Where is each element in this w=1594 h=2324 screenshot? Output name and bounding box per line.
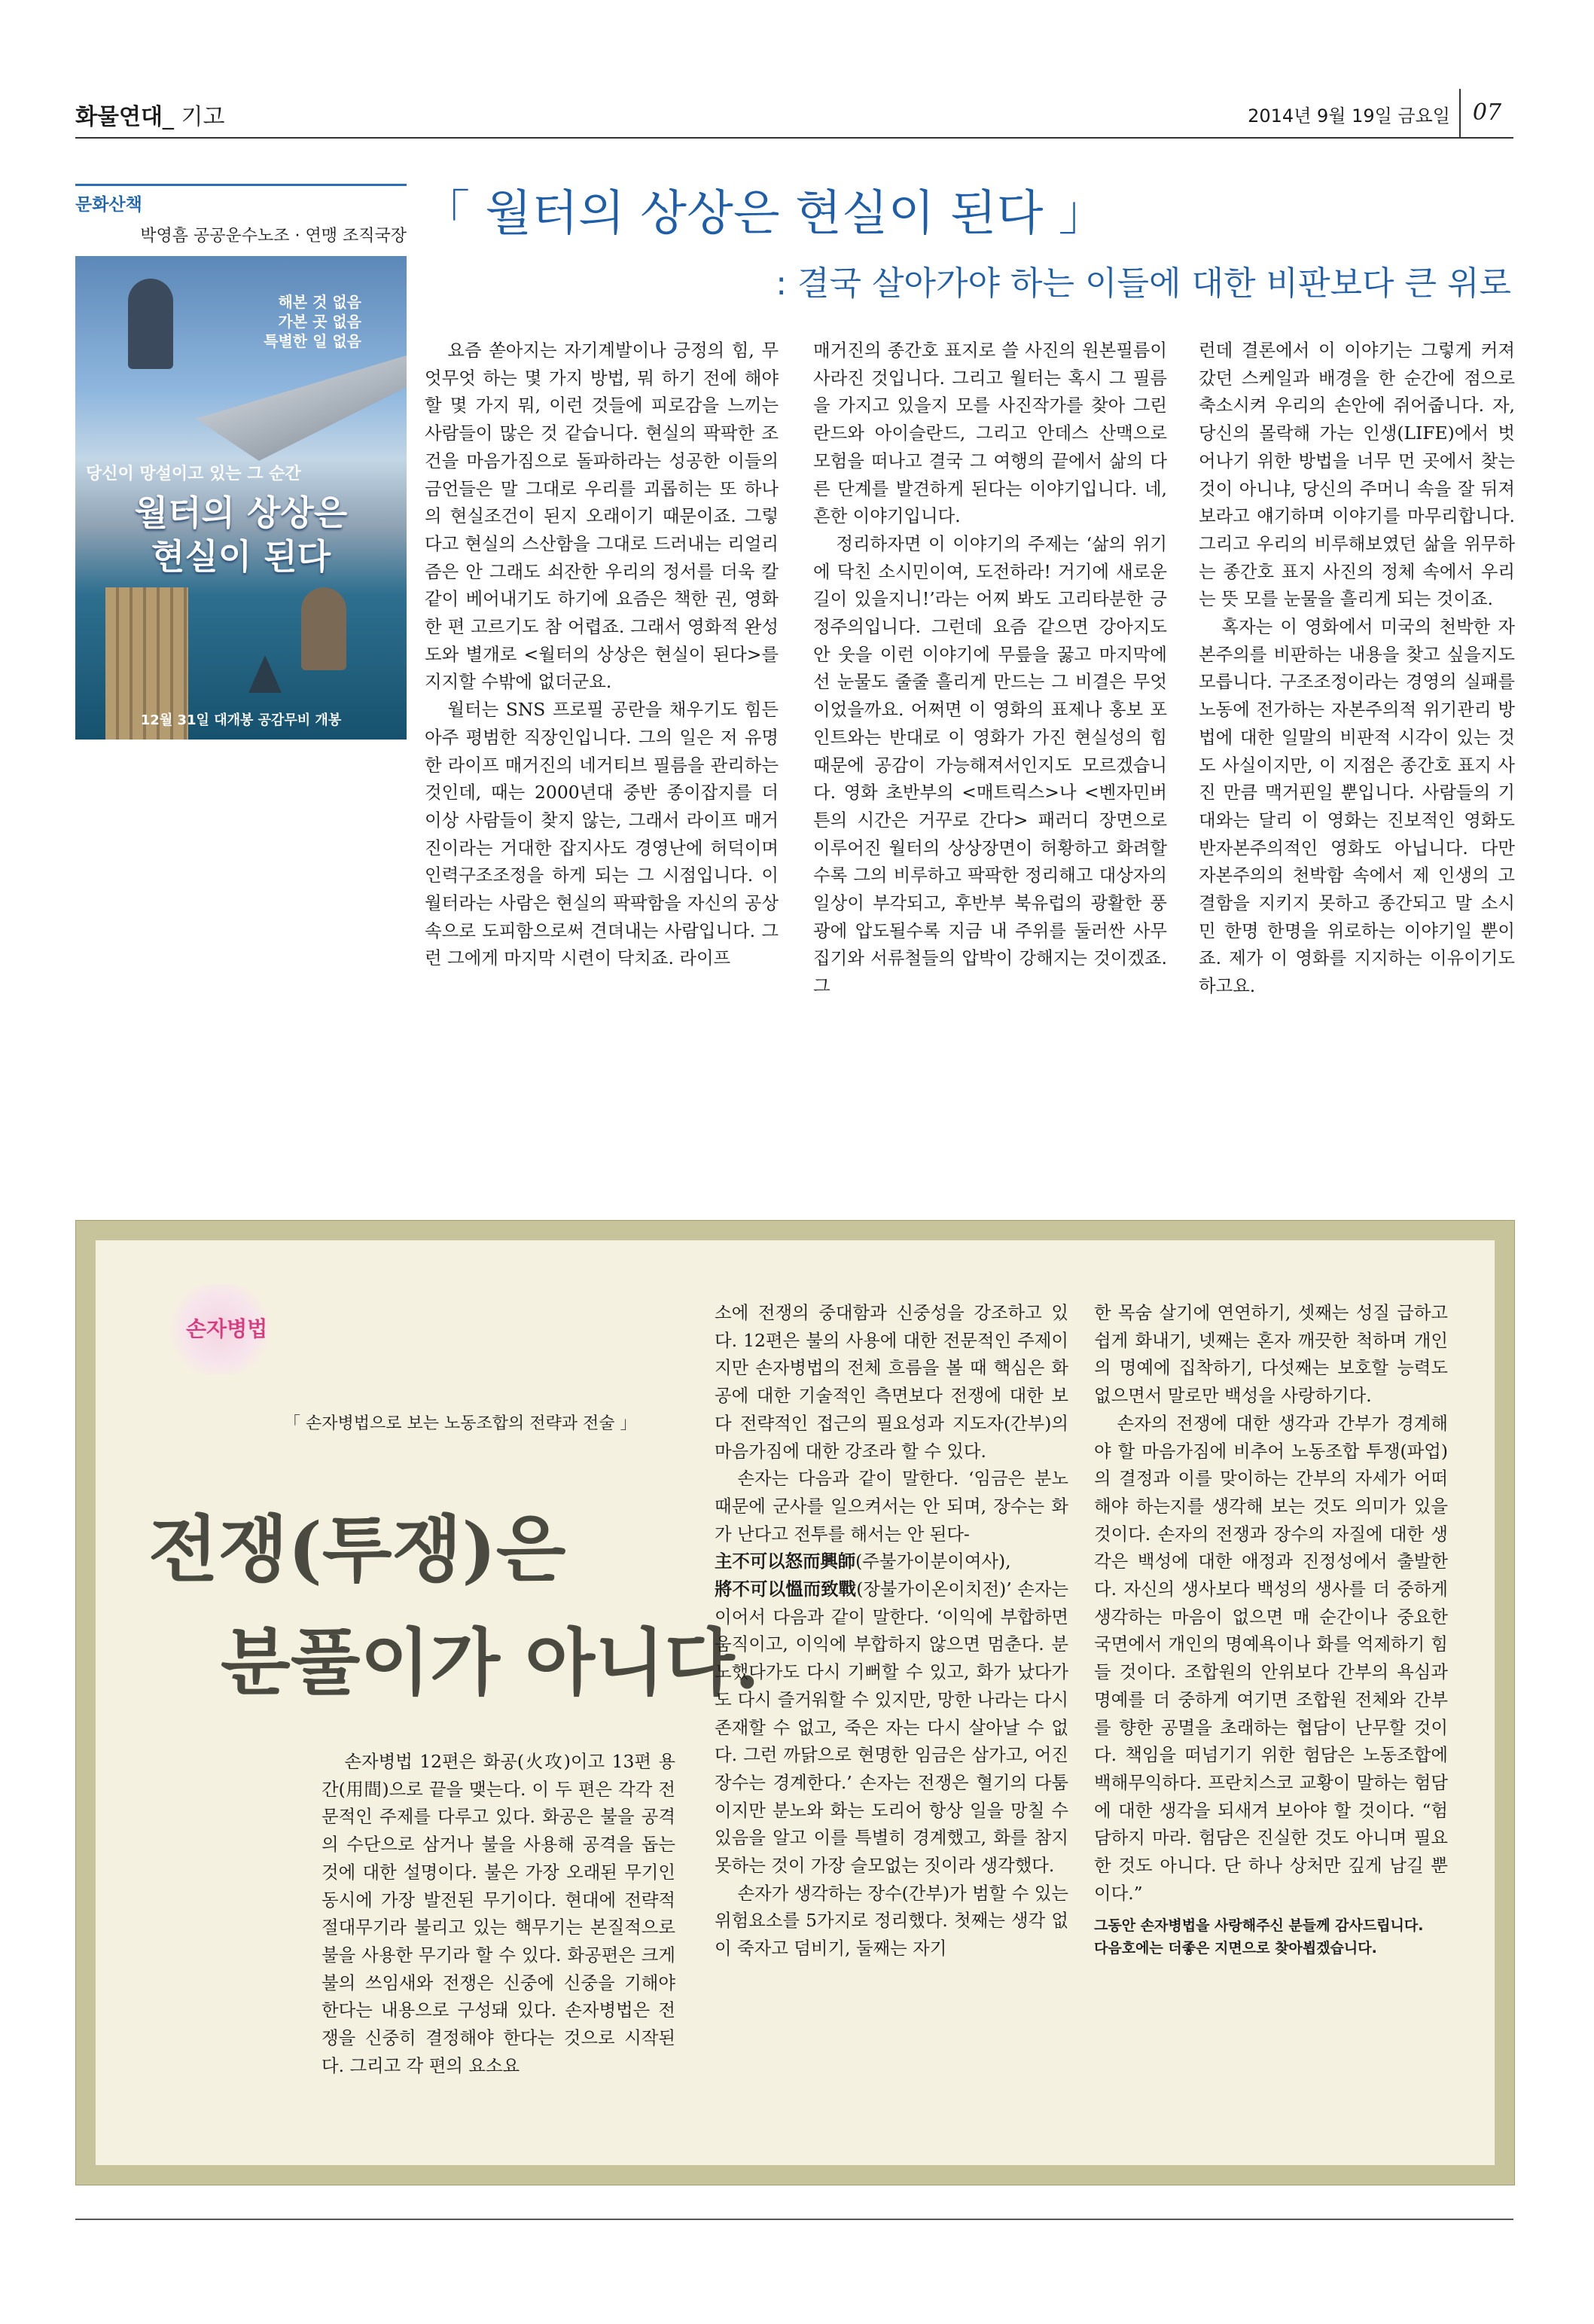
article-subhead: : 결국 살아가야 하는 이들에 대한 비판보다 큰 위로 <box>776 264 1511 303</box>
paragraph: 요즘 쏟아지는 자기계발이나 긍정의 힘, 무엇무엇 하는 몇 가지 방법, 뭐 하기 전에 해야 할 몇 가지 뭐, 이런 것들에 피로감을 느끼는 사람들이 많은 것 같습니다. 현실의 팍팍한 조건을 마음가짐으로 돌파하라는 성공한 이들의 금언들은 말 그대로 우리를 괴롭히는 또 하나의 현실조건이 된지 오래이기 때문이죠. 그렇다고 현실의 스산함을 그대로 드러내는 리얼리즘은 안 그래도 쇠잔한 우리의 정서를 더욱 칼같이 베어내기도 하기에 요즘은 책한 권, 영화한 편 고르기도 참 어렵죠. 그래서 영화적 완성도와 별개로 <월터의 상상은 현실이 된다>를 지지할 수밖에 없더군요. <box>425 340 779 693</box>
paragraph: 정리하자면 이 이야기의 주제는 ‘삶의 위기에 닥친 소시민이여, 도전하라! 거기에 새로운 길이 있을지니!’라는 어찌 봐도 고리타분한 긍정주의입니다. 그런데 요즘 같으면 강아지도 안 웃을 이런 이야기에 무릎을 꿇고 마지막에선 눈물도 줄줄 흘리게 만드는 그 비결은 무엇이었을까요. 어쩌면 이 영화의 표제나 홍보 포인트와는 반대로 이 영화가 가진 현실성의 힘 때문에 공감이 가능해져서인지도 모르겠습니다. 영화 초반부의 <매트릭스>나 <벤자민버튼의 시간은 거꾸로 간다> 패러디 장면으로 이루어진 월터의 상상장면이 허황하고 화려할수록 그의 비루하고 팍팍한 정리해고 대상자의 일상이 부각되고, 후반부 북유럽의 광활한 풍광에 압도될수록 지금 내 주위를 둘러싼 사무집기와 서류철들의 압박이 강해지는 것이겠죠. 그 <box>813 532 1167 997</box>
article-column-2 <box>813 337 1167 1000</box>
sonja-logo: 손자병법 <box>163 1284 276 1374</box>
movie-poster <box>75 256 407 740</box>
sonja-column-2 <box>715 1299 1068 1963</box>
paragraph: 한 목숨 살기에 연연하기, 셋째는 성질 급하고 쉽게 화내기, 넷째는 혼자 깨끗한 척하며 개인의 명예에 집착하기, 다섯째는 보호할 능력도 없으면서 말로만 백성을 사랑하기다. <box>1094 1302 1448 1407</box>
poster-title: 월터의 상상은 현실이 된다 <box>134 493 348 577</box>
paragraph: 손자의 전쟁에 대한 생각과 간부가 경계해야 할 마음가짐에 비추어 노동조합 투쟁(파업)의 결정과 이를 맞이하는 간부의 자세가 어떠해야 하는지를 생각해 보는 것도 의미가 있을 것이다. 손자의 전쟁과 장수의 자질에 대한 생각은 백성에 대한 애정과 진정성에서 출발한다. 자신의 생사보다 백성의 생사를 더 중하게 생각하는 마음이 없으면 매 순간이나 중요한 국면에서 개인의 명예욕이나 화를 억제하기 힘들 것이다. 조합원의 안위보다 간부의 욕심과 명예를 더 중하게 여기면 조합원 전체와 간부를 향한 공멸을 초래하는 협담이 난무할 것이다. 책임을 떠넘기기 위한 험담은 노동조합에 백해무익하다. 프란치스코 교황이 말하는 험담에 대한 생각을 되새겨 보아야 할 것이다. “험담하지 마라. 험담은 진실한 것도 아니며 필요한 것도 아니다. 단 하나 상처만 깊게 남길 뿐이다.” <box>1094 1412 1448 1904</box>
paragraph: 손자병법 12편은 화공(火攻)이고 13편 용간(用間)으로 끝을 맺는다. 이 두 편은 각각 전문적인 주제를 다루고 있다. 화공은 불을 공격의 수단으로 삼거나 불을 사용해 공격을 돕는 것에 대한 설명이다. 불은 가장 오래된 무기인 동시에 가장 발전된 무기이다. 현대에 전략적 절대무기라 불리고 있는 핵무기는 본질적으로 불을 사용한 무기라 할 수 있다. 화공편은 크게 불의 쓰임새와 전쟁은 신중에 신중을 기해야 한다는 내용으로 구성돼 있다. 손자병법은 전쟁을 신중히 결정해야 한다는 것으로 시작된다. 그리고 각 편의 요소요 <box>322 1751 675 2076</box>
article-headline: 「 월터의 상상은 현실이 된다 」 <box>422 186 1107 242</box>
poster-shark-fin <box>248 655 282 693</box>
paragraph: 매거진의 종간호 표지로 쓸 사진의 원본필름이 사라진 것입니다. 그리고 월터는 혹시 그 필름을 가지고 있을지 모를 사진작가를 찾아 그린란드와 아이슬란드, 그리고 안데스 산맥으로 모험을 떠나고 결국 그 여행의 끝에서 삶의 다른 단계를 발견하게 된다는 이야기입니다. 네, 흔한 이야기입니다. <box>813 340 1167 527</box>
article-column-1 <box>425 337 779 972</box>
sonja-title: 전쟁(투쟁)은 분풀이가 아니다. <box>148 1507 760 1705</box>
sonja-column-3 <box>1094 1299 1448 1960</box>
paragraph: 손자는 다음과 같이 말한다. ‘임금은 분노 때문에 군사를 일으켜서는 안 되며, 장수는 화가 난다고 전투를 해서는 안 된다- 主不可以怒而興師(주불가이분이여사), 將不可以慍而致戰(장불가이온이치전)’ 손자는 이어서 다음과 같이 말한다. ‘이익에 부합하면 움직이고, 이익에 부합하지 않으면 멈춘다. 분노했다가도 다시 기뻐할 수 있고, 화가 났다가도 다시 즐거워할 수 있지만, 망한 나라는 다시 존재할 수 없고, 죽은 자는 다시 살아날 수 없다. 그런 까닭으로 현명한 임금은 삼가고, 어진 장수는 경계한다.’ 손자는 전쟁은 혈기의 다툼이지만 분노와 화는 도리어 항상 일을 망칠 수 있음을 알고 이를 특별히 경계했고, 화를 참지 못하는 것이 가장 슬모없는 짓이라 생각했다. <box>715 1468 1069 1877</box>
poster-tagline: 해본 것 없음 가본 곳 없음 특별한 일 없음 <box>264 293 361 350</box>
poster-release: 12월 31일 대개봉 공감무비 개봉 <box>140 712 342 728</box>
closing-note: 그동안 손자병법을 사랑해주신 분들께 감사드립니다. 다음호에는 더좋은 지면으로 찾아뵙겠습니다. <box>1094 1917 1424 1957</box>
paper-name: 화물연대_ 기고 <box>75 104 225 130</box>
page-header <box>75 93 1513 139</box>
paragraph: 손자가 생각하는 장수(간부)가 범할 수 있는 위험요소를 5가지로 정리했다. 첫째는 생각 없이 죽자고 덤비기, 둘째는 자기 <box>715 1882 1068 1960</box>
sonja-box <box>75 1220 1515 2185</box>
section-tag: 문화산책 <box>75 184 407 215</box>
paragraph: 소에 전쟁의 중대함과 신중성을 강조하고 있다. 12편은 불의 사용에 대한 전문적인 주제이지만 손자병법의 전체 흐름을 볼 때 핵심은 화공에 대한 기술적인 측면보다 전쟁에 대한 보다 전략적인 접근의 필요성과 지도자(간부)의 마음가짐에 대한 강조라 할 수 있다. <box>715 1302 1068 1462</box>
poster-plane-wing <box>196 355 407 461</box>
poster-figure-sea <box>301 587 346 670</box>
footer-rule <box>75 2219 1513 2220</box>
paragraph: 런데 결론에서 이 이야기는 그렇게 커져갔던 스케일과 배경을 한 순간에 점으로 축소시켜 우리의 손안에 쥐어줍니다. 자, 당신의 몰락해 가는 인생(LIFE)에서 벗어나기 위한 방법을 너무 먼 곳에서 찾는 것이 아니냐, 당신의 주머니 속을 잘 뒤져보라고 얘기하며 이야기를 마무리합니다. 그리고 우리의 비루해보였던 삶을 위무하는 종간호 표지 사진의 정체 속에서 우리는 뜻 모를 눈물을 흘리게 되는 것이죠. <box>1199 340 1515 610</box>
author-byline: 박영흠 공공운수노조 · 연맹 조직국장 <box>140 227 407 246</box>
sonja-box-inner <box>96 1240 1495 2165</box>
poster-subtitle: 당신이 망설이고 있는 그 순간 <box>86 465 301 483</box>
page-number: 07 <box>1459 89 1513 137</box>
section-name: _ 기고 <box>162 104 225 130</box>
article-column-3 <box>1199 337 1515 1000</box>
paragraph: 월터는 SNS 프로필 공란을 채우기도 힘든 아주 평범한 직장인입니다. 그의 일은 저 유명한 라이프 매거진의 네거티브 필름을 관리하는 것인데, 때는 2000년대 중반 종이잡지를 더 이상 사람들이 찾지 않는, 그래서 라이프 매거진이라는 거대한 잡지사도 경영난에 허덕이며 인력구조조정을 하게 되는 그 시점입니다. 이 월터라는 사람은 현실의 팍팍함을 자신의 공상 속으로 도피함으로써 견뎌내는 사람입니다. 그런 그에게 마지막 시련이 닥치죠. 라이프 <box>425 699 779 969</box>
issue-date: 2014년 9월 19일 금요일 <box>1248 105 1450 127</box>
paragraph: 혹자는 이 영화에서 미국의 천박한 자본주의를 비판하는 내용을 찾고 싶을지도 모릅니다. 구조조정이라는 경영의 실패를 노동에 전가하는 자본주의적 위기관리 방법에 대한 일말의 비판적 시각이 있는 것도 사실이지만, 이 지점은 종간호 표지 사진 만큼 맥거핀일 뿐입니다. 사람들의 기대와는 달리 이 영화는 진보적인 영화도 반자본주의적인 영화도 아닙니다. 다만 자본주의의 천박함 속에서 제 인생의 고결함을 지키지 못하고 종간되고 말 소시민 한명 한명을 위로하는 이야기일 뿐이죠. 제가 이 영화를 지지하는 이유이기도 하고요. <box>1199 616 1515 997</box>
series-title: 「 손자병법으로 보는 노동조합의 전략과 전술 」 <box>284 1414 637 1433</box>
sonja-column-1 <box>322 1748 675 2079</box>
poster-figure-laptop <box>128 279 173 369</box>
